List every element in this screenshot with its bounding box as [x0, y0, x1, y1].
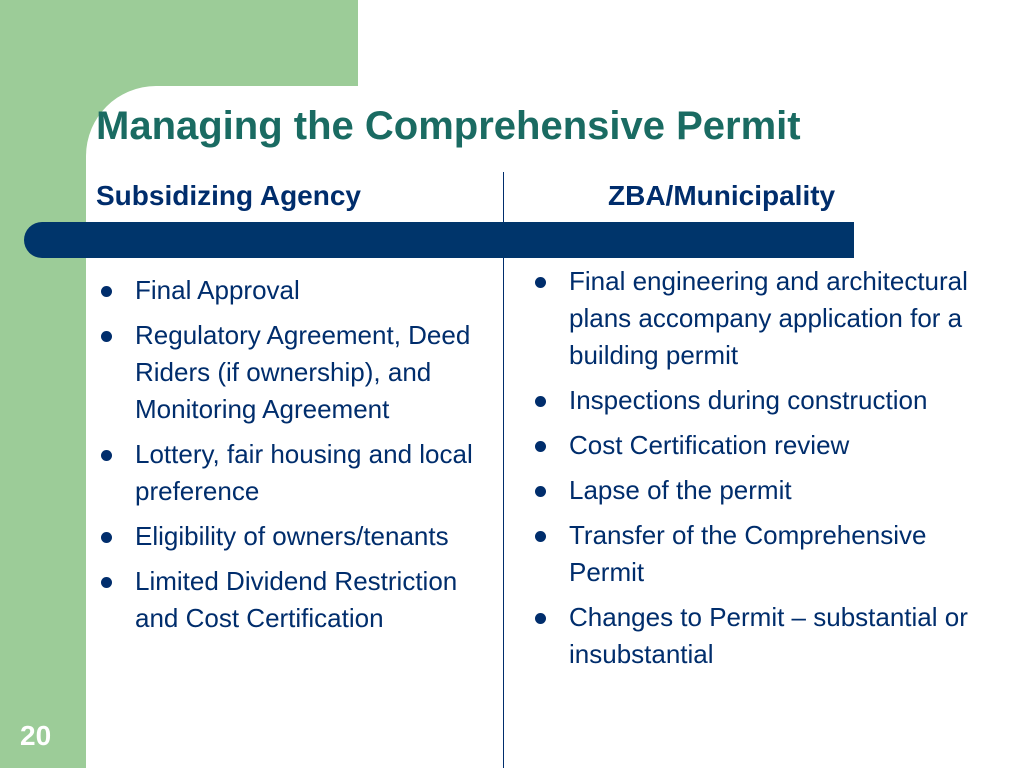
list-item [96, 436, 486, 510]
header-bar [24, 222, 854, 258]
list-item [530, 599, 975, 673]
list-item-text: Lapse of the permit [569, 475, 792, 505]
column-divider [503, 172, 504, 768]
bullet-icon [535, 486, 546, 497]
list-item-text: Final engineering and architectural plans accompany application for a building permit [569, 266, 968, 370]
list-item [530, 382, 975, 419]
list-item-text: Eligibility of owners/tenants [135, 521, 449, 551]
bullet-icon [535, 531, 546, 542]
bullet-icon [535, 613, 546, 624]
list-item-text: Changes to Permit – substantial or insubstantial [569, 602, 968, 669]
list-item-text: Lottery, fair housing and local preference [135, 439, 473, 506]
list-item-text: Transfer of the Comprehensive Permit [569, 520, 927, 587]
slide-title: Managing the Comprehensive Permit [96, 104, 801, 148]
zba-municipality-list [530, 263, 975, 681]
page-number: 20 [20, 720, 52, 751]
list-item-text: Inspections during construction [569, 385, 928, 415]
list-item [530, 517, 975, 591]
column-heading-zba-municipality: ZBA/Municipality [608, 180, 836, 211]
list-item [96, 317, 486, 428]
list-item-text: Final Approval [135, 275, 300, 305]
list-item [530, 472, 975, 509]
list-item [96, 563, 486, 637]
list-item-text: Cost Certification review [569, 430, 850, 460]
bullet-icon [101, 331, 112, 342]
column-heading-subsidizing-agency: Subsidizing Agency [96, 180, 361, 211]
bullet-icon [101, 450, 112, 461]
bullet-icon [101, 577, 112, 588]
bullet-icon [535, 277, 546, 288]
bullet-icon [535, 396, 546, 407]
list-item [530, 263, 975, 374]
list-item [96, 518, 486, 555]
subsidizing-agency-list [96, 272, 486, 645]
bullet-icon [101, 286, 112, 297]
list-item [530, 427, 975, 464]
list-item [96, 272, 486, 309]
list-item-text: Limited Dividend Restriction and Cost Certification [135, 566, 458, 633]
bullet-icon [101, 532, 112, 543]
bullet-icon [535, 441, 546, 452]
list-item-text: Regulatory Agreement, Deed Riders (if ownership), and Monitoring Agreement [135, 320, 471, 424]
